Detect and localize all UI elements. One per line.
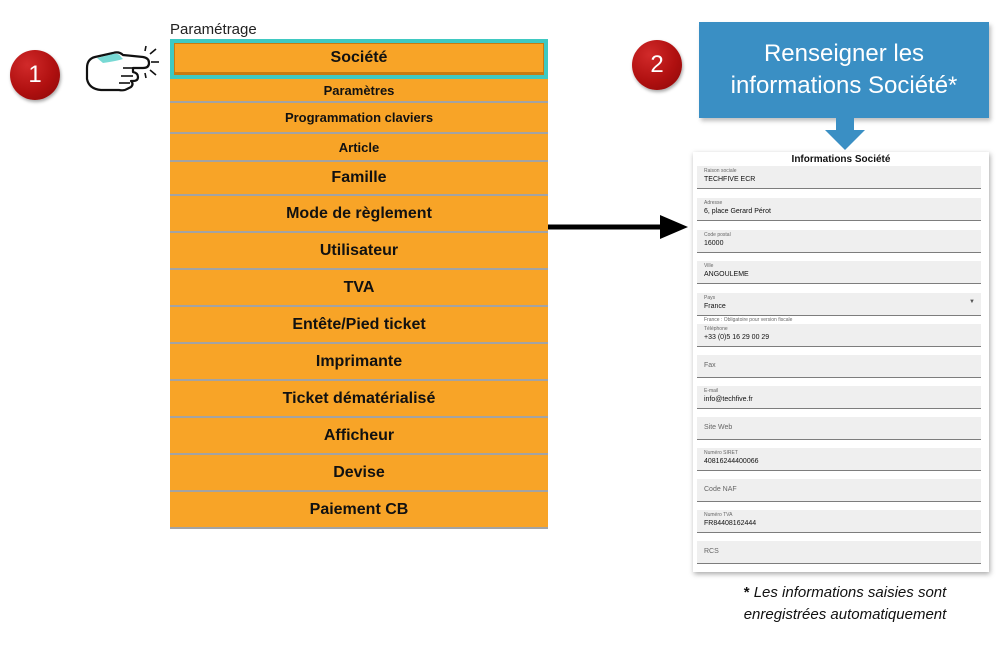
raison-sociale-field[interactable] <box>697 166 981 189</box>
arrow-down-icon <box>825 118 865 150</box>
menu-item-ticket-dematerialise[interactable]: Ticket dématérialisé <box>170 381 548 418</box>
telephone-label: Téléphone <box>704 326 728 332</box>
code-naf-field[interactable] <box>697 479 981 502</box>
adresse-label: Adresse <box>704 200 723 206</box>
telephone-value: +33 (0)5 16 29 00 29 <box>704 334 770 341</box>
ville-field[interactable] <box>697 261 981 284</box>
pays-label: Pays <box>704 295 716 301</box>
siret-label: Numéro SIRET <box>704 450 738 456</box>
tva-number-field[interactable] <box>697 510 981 533</box>
menu-item-utilisateur[interactable]: Utilisateur <box>170 233 548 270</box>
raison-sociale-label: Raison sociale <box>704 168 737 174</box>
menu-item-imprimante[interactable]: Imprimante <box>170 344 548 381</box>
menu-item-societe[interactable]: Société <box>170 39 548 79</box>
instruction-callout <box>699 22 989 118</box>
settings-title: Paramétrage <box>170 21 257 38</box>
site-web-placeholder: Site Web <box>704 424 733 431</box>
ville-label: Ville <box>704 263 714 269</box>
menu-item-devise[interactable]: Devise <box>170 455 548 492</box>
adresse-value: 6, place Gerard Pérot <box>704 208 771 215</box>
menu-item-programmation-claviers[interactable]: Programmation claviers <box>170 103 548 134</box>
code-naf-placeholder: Code NAF <box>704 486 737 493</box>
email-value: info@techfive.fr <box>704 396 753 403</box>
company-info-form <box>693 152 989 572</box>
pointing-hand-icon <box>83 45 163 95</box>
dropdown-caret-icon[interactable]: ▼ <box>969 299 975 305</box>
ville-value: ANGOULEME <box>704 271 749 278</box>
siret-value: 40816244400066 <box>704 458 759 465</box>
adresse-field[interactable] <box>697 198 981 221</box>
menu-item-tva[interactable]: TVA <box>170 270 548 307</box>
code-postal-value: 16000 <box>704 240 724 247</box>
siret-field[interactable] <box>697 448 981 471</box>
raison-sociale-value: TECHFIVE ECR <box>704 176 756 183</box>
menu-item-afficheur[interactable]: Afficheur <box>170 418 548 455</box>
rcs-placeholder: RCS <box>704 548 719 555</box>
step-2-badge: 2 <box>632 40 682 90</box>
autosave-footnote <box>700 582 990 626</box>
callout-text: Renseigner les informations Société* <box>730 40 958 99</box>
menu-item-paiement-cb[interactable]: Paiement CB <box>170 492 548 529</box>
pays-select[interactable] <box>697 293 981 316</box>
step-1-badge: 1 <box>10 50 60 100</box>
menu-item-famille[interactable]: Famille <box>170 162 548 196</box>
tva-number-value: FR84408162444 <box>704 520 757 527</box>
footnote-line-2: enregistrées automatiquement <box>743 606 947 623</box>
email-label: E-mail <box>704 388 719 394</box>
rcs-field[interactable] <box>697 541 981 564</box>
fax-placeholder: Fax <box>704 362 716 369</box>
pays-helper-text: France : Obligatoire pour version fiscale <box>704 317 793 323</box>
code-postal-field[interactable] <box>697 230 981 253</box>
form-title: Informations Société <box>791 154 891 165</box>
site-web-field[interactable] <box>697 417 981 440</box>
arrow-right-icon <box>548 212 688 242</box>
menu-item-entete-pied-ticket[interactable]: Entête/Pied ticket <box>170 307 548 344</box>
menu-item-mode-de-reglement[interactable]: Mode de règlement <box>170 196 548 233</box>
email-field[interactable] <box>697 386 981 409</box>
menu-item-article[interactable]: Article <box>170 134 548 162</box>
settings-menu <box>170 39 548 529</box>
footnote-line-1: Les informations saisies sont <box>753 584 947 601</box>
tva-number-label: Numéro TVA <box>704 512 733 518</box>
menu-item-parametres[interactable]: Paramètres <box>170 79 548 103</box>
code-postal-label: Code postal <box>704 232 731 238</box>
fax-field[interactable] <box>697 355 981 378</box>
footnote-star: * <box>743 584 750 601</box>
pays-value: France <box>704 303 726 310</box>
telephone-field[interactable] <box>697 324 981 347</box>
